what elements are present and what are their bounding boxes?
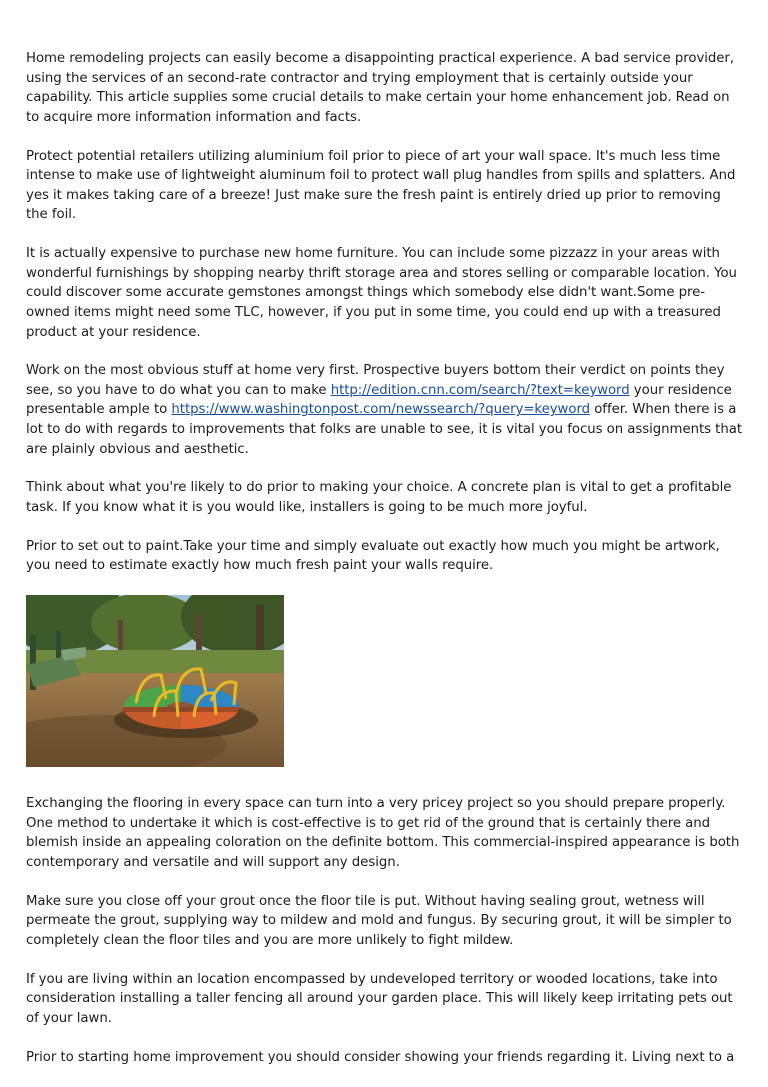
paragraph-intro: Home remodeling projects can easily become a disappointing practical experience. A bad service provider, using the services of an second-rate contractor and trying employment that is certainly outside your capability. This article supplies some crucial details to make certain your home enhancement job. Read on to acquire more information information and facts. — [26, 51, 735, 125]
paragraph-foil: Protect potential retailers utilizing aluminium foil prior to piece of art your wall space. It's much less time intense to make use of lightweight aluminum foil to protect wall plug handles from spills and splatters. And yes it makes taking care of a breeze! Just make sure the fresh paint is entirely dried up prior to removing the foil. — [26, 148, 736, 223]
washingtonpost-search-link[interactable]: https://www.washingtonpost.com/newssearch/?query=keyword — [171, 402, 591, 418]
paragraph-friends: Prior to starting home improvement you should consider showing your friends regarding it. Living next to a — [26, 1049, 735, 1065]
document-page — [26, 49, 746, 1086]
playground-merry-go-round-image — [26, 595, 284, 767]
paragraph-paint: Prior to set out to paint.Take your time and simply evaluate out exactly how much you might be artwork, you need to estimate exactly how much fresh paint your walls require. — [26, 538, 720, 574]
paragraph-grout: Make sure you close off your grout once the floor tile is put. Without having sealing grout, wetness will permeate the grout, supplying way to mildew and mold and fungus. By securing grout, it will be simpler to completely clean the floor tiles and you are more unlikely to fight mildew. — [26, 893, 732, 948]
paragraph-text: offer. When there is a lot to do with regards to improvements that folks are unable to see, it is vital you focus on assignments that are plainly obvious and aesthetic. — [26, 402, 742, 457]
paragraph-fencing: If you are living within an location encompassed by undeveloped territory or wooded locations, take into consideration installing a taller fencing all around your garden place. This will likely keep irritating pets out of your lawn. — [26, 971, 733, 1026]
cnn-search-link[interactable]: http://edition.cnn.com/search/?text=keyword — [330, 382, 630, 398]
paragraph-obvious-stuff — [26, 361, 746, 459]
paragraph-plan: Think about what you're likely to do prior to making your choice. A concrete plan is vital to get a profitable task. If you know what it is you would like, installers is going to be much more joyful. — [26, 480, 732, 516]
paragraph-furniture: It is actually expensive to purchase new home furniture. You can include some pizzazz in your areas with wonderful furnishings by shopping nearby thrift storage area and stores selling or comparable location. You could discover some accurate gemstones amongst things which somebody else didn't want.Some pre-owned items might need some TLC, however, if you put in some time, you could end up with a treasured product at your residence. — [26, 246, 737, 340]
paragraph-text: your residence presentable ample to — [26, 382, 732, 418]
paragraph-text: Work on the most obvious stuff at home very first. Prospective buyers bottom their verdict on points they see, so you have to do what you can to make — [26, 363, 725, 398]
paragraph-flooring: Exchanging the flooring in every space can turn into a very pricey project so you should prepare properly. One method to undertake it which is cost-effective is to get rid of the ground that is certainly there and blemish inside an appealing coloration on the definite bottom. This commercial-inspired appearance is both contemporary and versatile and will support any design. — [26, 796, 740, 870]
playground-photo — [26, 595, 284, 767]
